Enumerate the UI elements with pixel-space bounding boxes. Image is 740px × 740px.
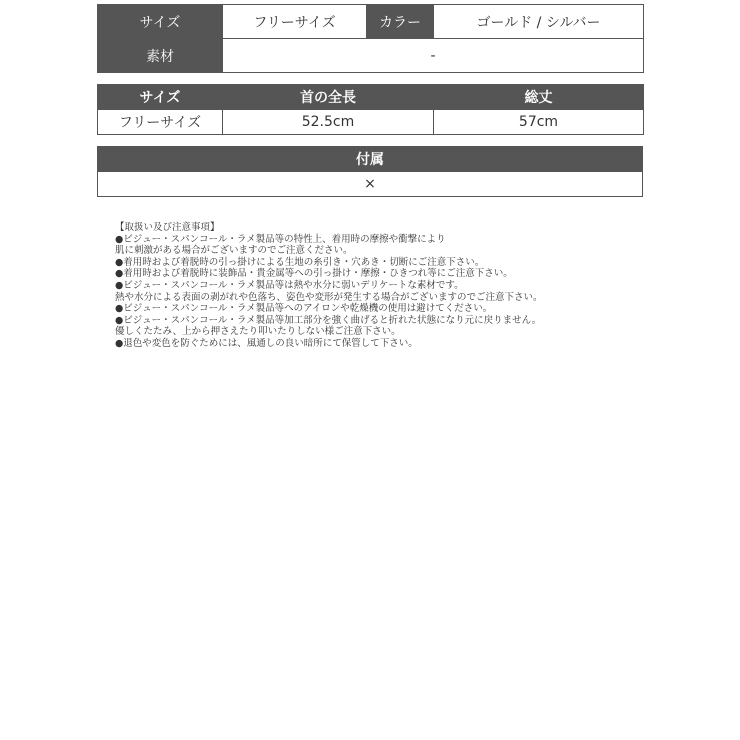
note-line: 熱や水分による表面の剥がれや色落ち、姿色や変形が発生する場合がございますのでご注意下さい。 [115,291,543,303]
measure-size-value: フリーサイズ [98,110,223,135]
material-value: - [223,39,644,73]
note-line: ●ビジュー・スパンコール・ラメ製品等加工部分を強く曲げると折れた状態になり元に戻りません。 [115,314,542,326]
note-line: ●ビジュー・スパンコール・ラメ製品等へのアイロンや乾燥機の使用は避けてください。 [115,303,493,315]
accessory-table [97,146,643,197]
size-value: フリーサイズ [223,5,367,39]
measure-neck-length-value: 52.5cm [223,110,434,135]
care-notes [115,222,635,350]
spec-table [97,4,644,73]
color-value: ゴールド / シルバー [434,5,644,39]
measurement-table [97,84,644,135]
note-line: ●着用時および着脱時の引っ掛けによる生地の糸引き・穴あき・切断にご注意下さい。 [115,256,485,268]
note-line: ●退色や変色を防ぐためには、風通しの良い暗所にて保管して下さい。 [115,337,418,349]
note-line: 優しくたたみ、上から押さえたり叩いたりしない様ご注意下さい。 [115,326,401,338]
note-line: ●ビジュー・スパンコール・ラメ製品等の特性上、着用時の摩擦や衝撃により [115,233,446,245]
measure-header-neck-length: 首の全長 [223,85,434,110]
measure-header-size: サイズ [98,85,223,110]
accessory-value: × [98,172,643,197]
measure-total-length-value: 57cm [434,110,644,135]
measure-header-total-length: 総丈 [434,85,644,110]
material-label: 素材 [98,39,223,73]
note-line: 肌に刺激がある場合がございますのでご注意ください。 [115,245,353,257]
accessory-header: 付属 [98,147,643,172]
notes-heading: 【取扱い及び注意事項】 [115,222,220,233]
color-label: カラー [367,5,434,39]
note-line: ●着用時および着脱時に装飾品・貴金属等への引っ掛け・摩擦・ひきつれ等にご注意下さい。 [115,268,513,280]
size-label: サイズ [98,5,223,39]
note-line: ●ビジュー・スパンコール・ラメ製品等は熱や水分に弱いデリケートな素材です。 [115,279,464,291]
